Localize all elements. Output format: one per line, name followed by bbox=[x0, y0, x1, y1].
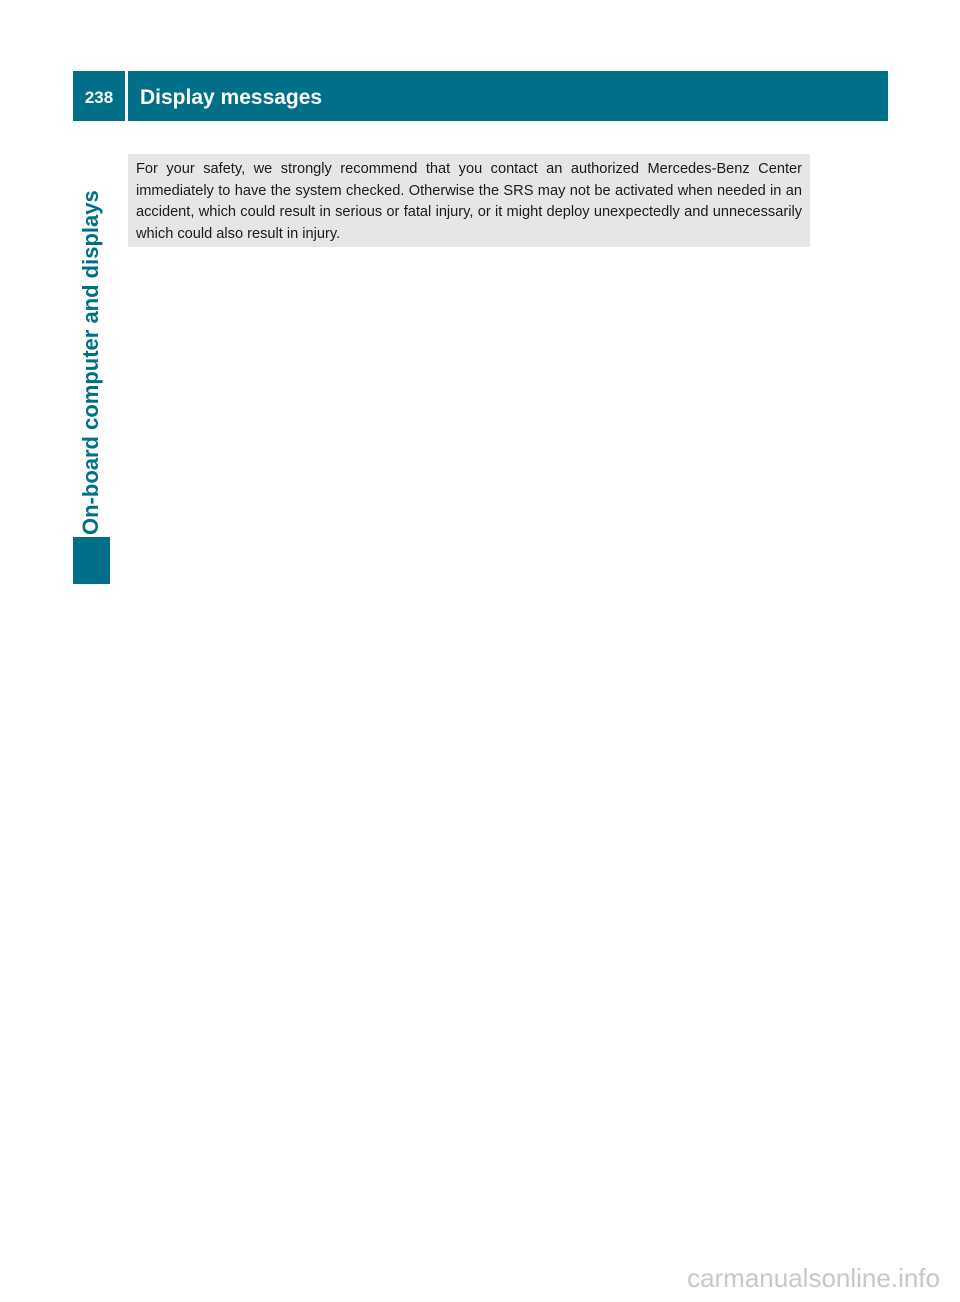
page-title: Display messages bbox=[140, 86, 323, 109]
section-side-tab-label: On-board computer and displays bbox=[78, 190, 103, 535]
page-title-bar bbox=[128, 71, 888, 121]
section-side-block bbox=[73, 537, 110, 584]
page-number: 238 bbox=[73, 71, 125, 121]
watermark: carmanualsonline.info bbox=[687, 1263, 940, 1293]
warning-text: For your safety, we strongly recommend that you contact an authorized Mercedes-Benz Center immediately to have the system checked. Otherwise the SRS may not be activated when needed in an accident, which could result in serious or fatal injury, or it might deploy unexpectedly and unnecessarily which could also result in injury. bbox=[136, 161, 802, 242]
section-side-tab bbox=[73, 125, 110, 535]
warning-box bbox=[128, 154, 810, 247]
